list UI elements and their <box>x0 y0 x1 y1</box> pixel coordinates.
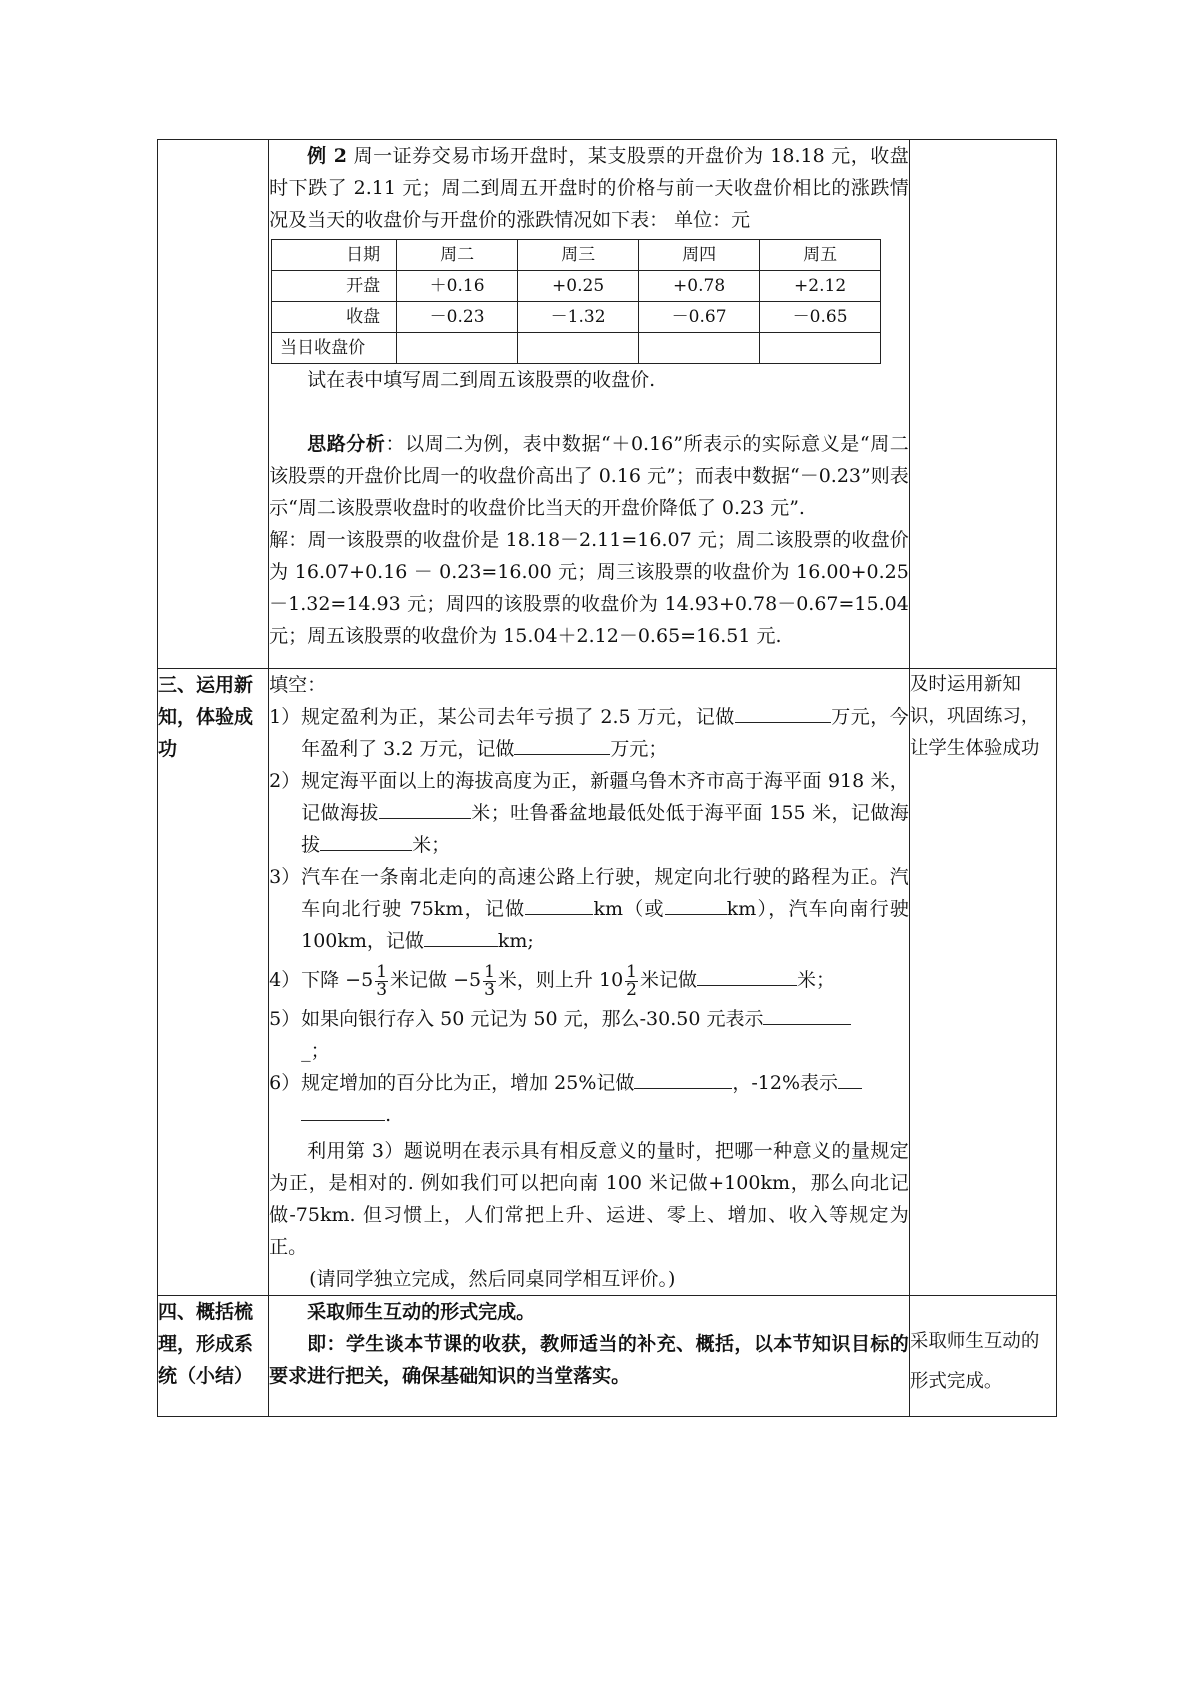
table-cell: －0.65 <box>760 302 881 333</box>
section4-content-cell <box>269 1296 910 1417</box>
item-text: 汽车在一条南北走向的高速公路上行驶，规定向北行驶的路程为正。汽车向北行驶 75km，记做 <box>301 866 909 920</box>
table-cell: +2.12 <box>760 271 881 302</box>
item-text: 米记做 <box>390 969 448 991</box>
section4-right-note: 采取师生互动的形式完成。 <box>909 1296 1056 1417</box>
item-text: ，-12%表示 <box>732 1072 839 1094</box>
answer-blank[interactable] <box>424 926 498 947</box>
item-text: km），汽车向南行驶 100km，记做 <box>301 898 909 952</box>
item-text: 米记做 <box>640 969 698 991</box>
fraction-whole: −5 <box>345 969 374 991</box>
item-text: 规定盈利为正，某公司去年亏损了 2.5 万元，记做 <box>301 706 735 728</box>
stock-table-open-row <box>272 271 881 302</box>
table-cell <box>760 333 881 364</box>
example-text: 周一证券交易市场开盘时，某支股票的开盘价为 18.18 元，收盘时下跌了 2.11 元；周二到周五开盘时的价格与前一天收盘价相比的涨跌情况及当天的收盘价与开盘价的涨跌情况如下表： 单位：元 <box>269 145 909 231</box>
example-left-cell <box>158 140 269 669</box>
answer-blank[interactable] <box>763 1004 851 1025</box>
table-cell <box>397 333 518 364</box>
section3-right-note: 及时运用新知识，巩固练习，让学生体验成功 <box>909 669 1056 1296</box>
example-label: 例 2 <box>307 145 348 167</box>
section3-title: 三、运用新知，体验成功 <box>158 669 269 1296</box>
answer-blank[interactable] <box>838 1068 862 1089</box>
item-text: . <box>385 1104 392 1126</box>
analysis-label: 思路分析 <box>307 433 386 455</box>
header-cell-thu: 周四 <box>639 240 760 271</box>
item-text: 下降 <box>301 969 340 991</box>
example-right-cell <box>909 140 1056 669</box>
row-label-close: 收盘 <box>272 302 397 333</box>
item-number: 1） <box>269 706 301 728</box>
item-text: 米； <box>412 834 451 856</box>
exercise-item-5 <box>269 1003 909 1067</box>
stock-table-close-row <box>272 302 881 333</box>
mixed-fraction-3 <box>598 961 640 1000</box>
fill-in-intro: 填空： <box>269 674 327 696</box>
exercise-item-6 <box>269 1067 909 1131</box>
fraction <box>375 961 388 1000</box>
answer-blank[interactable] <box>634 1068 732 1089</box>
stock-price-table <box>271 239 881 364</box>
item-text: 米； <box>797 969 836 991</box>
header-cell-wed: 周三 <box>518 240 639 271</box>
section4-row <box>158 1296 1057 1417</box>
item-number: 3） <box>269 866 301 888</box>
table-cell: －1.32 <box>518 302 639 333</box>
fraction <box>483 961 496 1000</box>
row-label-closing-price: 当日收盘价 <box>272 333 397 364</box>
mixed-fraction-1 <box>345 961 390 1000</box>
item-text: _； <box>301 1040 330 1062</box>
item-number: 4） <box>269 969 301 991</box>
section4-line1: 采取师生互动的形式完成。 <box>307 1301 536 1323</box>
header-cell-fri: 周五 <box>760 240 881 271</box>
fraction-whole: 10 <box>598 969 624 991</box>
section4-title: 四、概括梳理，形成系统（小结） <box>158 1296 269 1417</box>
answer-blank[interactable] <box>525 894 593 915</box>
answer-blank[interactable] <box>379 798 471 819</box>
stock-table-closing-price-row <box>272 333 881 364</box>
table-cell <box>639 333 760 364</box>
fraction-numerator: 1 <box>626 961 637 982</box>
example-statement <box>269 140 909 236</box>
document-page <box>157 139 1057 1417</box>
header-cell-date: 日期 <box>272 240 397 271</box>
mixed-fraction-2 <box>453 961 498 1000</box>
item-text: 规定海平面以上的海拔高度为正，新疆乌鲁木齐市高于海平面 918 米，记做海拔 <box>301 770 909 824</box>
example-prompt: 试在表中填写周二到周五该股票的收盘价. <box>307 369 656 391</box>
section3-content-cell <box>269 669 910 1296</box>
item-number: 6） <box>269 1072 301 1094</box>
answer-blank[interactable] <box>320 830 412 851</box>
answer-blank[interactable] <box>514 734 610 755</box>
item-text: km（或 <box>593 898 665 920</box>
table-cell: +0.78 <box>639 271 760 302</box>
section3-note: (请同学独立完成，然后同桌同学相互评价。) <box>309 1268 676 1290</box>
example-content-cell <box>269 140 910 669</box>
exercise-item-1 <box>269 701 909 765</box>
section3-row <box>158 669 1057 1296</box>
answer-blank[interactable] <box>697 965 797 986</box>
item-number: 5） <box>269 1008 301 1030</box>
item-text: 规定增加的百分比为正，增加 25%记做 <box>301 1072 635 1094</box>
answer-blank[interactable] <box>301 1100 385 1121</box>
table-cell: ＋0.16 <box>397 271 518 302</box>
section3-paragraph: 利用第 3）题说明在表示具有相反意义的量时，把哪一种意义的量规定为正，是相对的. 例如我们可以把向南 100 米记做+100km，那么向北记做-75km. 但习惯上，人们常把上升、运进、零上、增加、收入等规定为正。 <box>269 1140 909 1258</box>
item-text: km; <box>497 930 534 952</box>
table-cell: －0.23 <box>397 302 518 333</box>
fraction <box>625 961 638 1000</box>
fraction-numerator: 1 <box>484 961 495 982</box>
table-cell: +0.25 <box>518 271 639 302</box>
solution-paragraph: 解：周一该股票的收盘价是 18.18－2.11=16.07 元；周二该股票的收盘价为 16.07+0.16 － 0.23=16.00 元；周三该股票的收盘价为 16.00+0.25－1.32=14.93 元；周四的该股票的收盘价为 14.93+0.78－0.67=15.04 元；周五该股票的收盘价为 15.04＋2.12－0.65=16.51 元. <box>269 529 909 647</box>
fraction-whole: −5 <box>453 969 482 991</box>
analysis-paragraph <box>269 428 909 524</box>
table-cell: －0.67 <box>639 302 760 333</box>
exercise-item-2 <box>269 765 909 861</box>
answer-blank[interactable] <box>735 702 831 723</box>
fraction-denominator: 2 <box>626 979 637 1000</box>
exercise-item-4 <box>269 959 909 1001</box>
item-text: 米；吐鲁番盆地最低处低于海平面 155 米，记做海拔 <box>301 802 909 856</box>
fraction-denominator: 3 <box>376 979 388 1000</box>
table-cell <box>518 333 639 364</box>
section4-line2: 即：学生谈本节课的收获，教师适当的补充、概括，以本节知识目标的要求进行把关，确保基础知识的当堂落实。 <box>269 1333 909 1387</box>
item-text: 万元，今年盈利了 3.2 万元，记做 <box>301 706 909 760</box>
row-label-open: 开盘 <box>272 271 397 302</box>
item-text: 如果向银行存入 50 元记为 50 元，那么-30.50 元表示 <box>301 1008 764 1030</box>
exercise-item-3 <box>269 861 909 957</box>
item-text: 米，则上升 <box>497 969 593 991</box>
example-row <box>158 140 1057 669</box>
item-number: 2） <box>269 770 301 792</box>
fraction-numerator: 1 <box>376 961 388 982</box>
stock-table-header-row <box>272 240 881 271</box>
item-text: 万元； <box>610 738 668 760</box>
fraction-denominator: 3 <box>484 979 495 1000</box>
analysis-text: ：以周二为例，表中数据“＋0.16”所表示的实际意义是“周二该股票的开盘价比周一的收盘价高出了 0.16 元”；而表中数据“－0.23”则表示“周二该股票收盘时的收盘价比当天的开盘价降低了 0.23 元”. <box>269 433 909 519</box>
answer-blank[interactable] <box>665 894 727 915</box>
header-cell-tue: 周二 <box>397 240 518 271</box>
lesson-plan-table <box>157 139 1057 1417</box>
